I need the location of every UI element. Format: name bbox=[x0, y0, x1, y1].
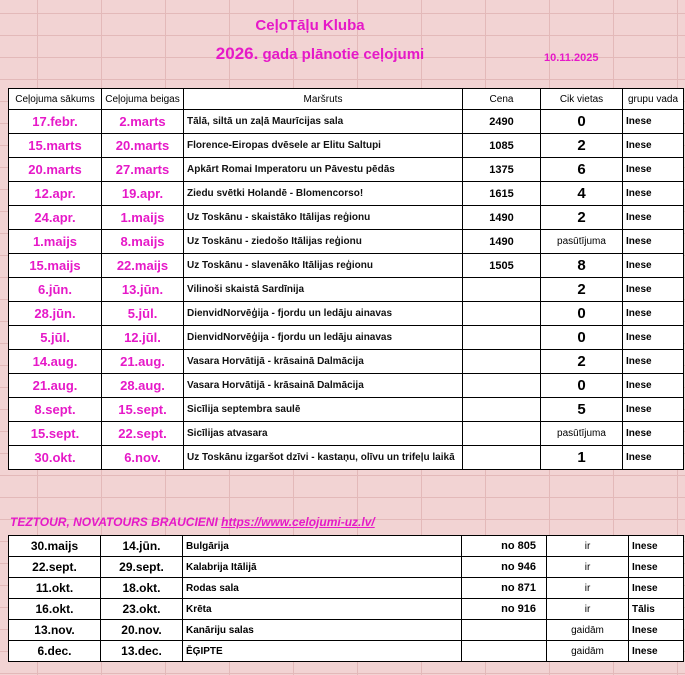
trip-leader[interactable]: Inese bbox=[623, 422, 684, 446]
trip-seats[interactable]: 2 bbox=[541, 206, 623, 230]
trip-row[interactable] bbox=[9, 326, 684, 350]
trip-row[interactable] bbox=[9, 230, 684, 254]
external-trip-row[interactable] bbox=[9, 620, 684, 641]
external-start-date[interactable]: 30.maijs bbox=[9, 536, 101, 557]
trip-leader[interactable]: Inese bbox=[623, 134, 684, 158]
trip-price[interactable] bbox=[463, 326, 541, 350]
trip-start-date[interactable]: 1.maijs bbox=[9, 230, 102, 254]
external-end-date[interactable]: 14.jūn. bbox=[101, 536, 183, 557]
trip-route[interactable]: Vilinoši skaistā Sardīnija bbox=[184, 278, 463, 302]
trip-leader[interactable]: Inese bbox=[623, 230, 684, 254]
external-leader[interactable]: Inese bbox=[629, 620, 684, 641]
trip-leader[interactable]: Inese bbox=[623, 326, 684, 350]
trip-end-date[interactable]: 8.maijs bbox=[102, 230, 184, 254]
trip-seats[interactable]: 0 bbox=[541, 110, 623, 134]
trip-leader[interactable]: Inese bbox=[623, 254, 684, 278]
external-route[interactable]: ĒĢIPTE bbox=[183, 641, 462, 662]
external-start-date[interactable]: 11.okt. bbox=[9, 578, 101, 599]
trip-start-date[interactable]: 20.marts bbox=[9, 158, 102, 182]
trip-seats[interactable]: 0 bbox=[541, 374, 623, 398]
trip-route[interactable]: Sicīlijas atvasara bbox=[184, 422, 463, 446]
trip-route[interactable]: Uz Toskānu - skaistāko Itālijas reģionu bbox=[184, 206, 463, 230]
trip-route[interactable]: Apkārt Romai Imperatoru un Pāvestu pēdās bbox=[184, 158, 463, 182]
trip-price[interactable] bbox=[463, 350, 541, 374]
plan-title-text: gada plānotie ceļojumi bbox=[262, 46, 425, 63]
trip-start-date[interactable]: 30.okt. bbox=[9, 446, 102, 470]
col-price-header[interactable]: Cena bbox=[463, 89, 541, 110]
external-leader[interactable]: Inese bbox=[629, 557, 684, 578]
trip-seats[interactable]: pasūtījuma bbox=[541, 422, 623, 446]
external-status[interactable]: gaidām bbox=[547, 620, 629, 641]
trip-route[interactable]: Ziedu svētki Holandē - Blomencorso! bbox=[184, 182, 463, 206]
external-price[interactable]: no 871 bbox=[462, 578, 547, 599]
trip-row[interactable] bbox=[9, 302, 684, 326]
trip-start-date[interactable]: 14.aug. bbox=[9, 350, 102, 374]
trip-end-date[interactable]: 5.jūl. bbox=[102, 302, 184, 326]
external-end-date[interactable]: 13.dec. bbox=[101, 641, 183, 662]
trip-seats[interactable]: 2 bbox=[541, 134, 623, 158]
external-price[interactable] bbox=[462, 620, 547, 641]
trip-route[interactable]: Vasara Horvātijā - krāsainā Dalmācija bbox=[184, 374, 463, 398]
trip-leader[interactable]: Inese bbox=[623, 302, 684, 326]
trip-seats[interactable]: 8 bbox=[541, 254, 623, 278]
trips-table bbox=[8, 88, 684, 470]
col-lead-header[interactable]: grupu vada bbox=[623, 89, 684, 110]
trip-route[interactable]: Uz Toskānu - slavenāko Itālijas reģionu bbox=[184, 254, 463, 278]
external-end-date[interactable]: 20.nov. bbox=[101, 620, 183, 641]
external-price[interactable] bbox=[462, 641, 547, 662]
trips-body bbox=[9, 110, 684, 470]
external-start-date[interactable]: 6.dec. bbox=[9, 641, 101, 662]
trip-end-date[interactable]: 2.marts bbox=[102, 110, 184, 134]
trip-start-date[interactable]: 12.apr. bbox=[9, 182, 102, 206]
document-date: 10.11.2025 bbox=[544, 52, 599, 64]
trip-price[interactable] bbox=[463, 398, 541, 422]
trip-price[interactable]: 1490 bbox=[463, 230, 541, 254]
trip-row[interactable] bbox=[9, 182, 684, 206]
col-start-header[interactable]: Ceļojuma sākums bbox=[9, 89, 102, 110]
external-section-title bbox=[10, 515, 375, 529]
trip-route[interactable]: DienvidNorvēģija - fjordu un ledāju ainavas bbox=[184, 326, 463, 350]
external-trip-row[interactable] bbox=[9, 536, 684, 557]
trip-leader[interactable]: Inese bbox=[623, 446, 684, 470]
trip-row[interactable] bbox=[9, 134, 684, 158]
external-route[interactable]: Kanāriju salas bbox=[183, 620, 462, 641]
trip-price[interactable] bbox=[463, 374, 541, 398]
trip-end-date[interactable]: 12.jūl. bbox=[102, 326, 184, 350]
trip-row[interactable] bbox=[9, 158, 684, 182]
trip-route[interactable]: DienvidNorvēģija - fjordu un ledāju ainavas bbox=[184, 302, 463, 326]
trip-price[interactable]: 1085 bbox=[463, 134, 541, 158]
external-status[interactable]: ir bbox=[547, 557, 629, 578]
external-price[interactable]: no 805 bbox=[462, 536, 547, 557]
trip-seats[interactable]: 2 bbox=[541, 278, 623, 302]
external-status[interactable]: ir bbox=[547, 578, 629, 599]
trip-row[interactable] bbox=[9, 350, 684, 374]
trip-price[interactable] bbox=[463, 446, 541, 470]
external-leader[interactable]: Tālis bbox=[629, 599, 684, 620]
trip-end-date[interactable]: 22.sept. bbox=[102, 422, 184, 446]
trip-leader[interactable]: Inese bbox=[623, 182, 684, 206]
trip-price[interactable]: 1490 bbox=[463, 206, 541, 230]
trip-end-date[interactable]: 13.jūn. bbox=[102, 278, 184, 302]
trip-row[interactable] bbox=[9, 374, 684, 398]
external-end-date[interactable]: 18.okt. bbox=[101, 578, 183, 599]
trip-price[interactable]: 1505 bbox=[463, 254, 541, 278]
col-route-header[interactable]: Maršruts bbox=[184, 89, 463, 110]
trip-start-date[interactable]: 15.sept. bbox=[9, 422, 102, 446]
external-price[interactable]: no 946 bbox=[462, 557, 547, 578]
external-trip-row[interactable] bbox=[9, 557, 684, 578]
trip-route[interactable]: Uz Toskānu - ziedošo Itālijas reģionu bbox=[184, 230, 463, 254]
external-route[interactable]: Kalabrija Itālijā bbox=[183, 557, 462, 578]
trips-header-row bbox=[9, 89, 684, 110]
club-title: CeļoTāļu Kluba bbox=[255, 17, 365, 34]
external-start-date[interactable]: 13.nov. bbox=[9, 620, 101, 641]
external-route[interactable]: Bulgārija bbox=[183, 536, 462, 557]
trip-route[interactable]: Florence-Eiropas dvēsele ar Elitu Saltupi bbox=[184, 134, 463, 158]
trip-row[interactable] bbox=[9, 110, 684, 134]
external-leader[interactable]: Inese bbox=[629, 536, 684, 557]
trip-start-date[interactable]: 6.jūn. bbox=[9, 278, 102, 302]
trip-start-date[interactable]: 5.jūl. bbox=[9, 326, 102, 350]
external-leader[interactable]: Inese bbox=[629, 578, 684, 599]
external-start-date[interactable]: 22.sept. bbox=[9, 557, 101, 578]
col-end-header[interactable]: Ceļojuma beigas bbox=[102, 89, 184, 110]
trip-leader[interactable]: Inese bbox=[623, 398, 684, 422]
trip-end-date[interactable]: 27.marts bbox=[102, 158, 184, 182]
trip-price[interactable] bbox=[463, 302, 541, 326]
trip-price[interactable]: 1375 bbox=[463, 158, 541, 182]
external-status[interactable]: ir bbox=[547, 536, 629, 557]
plan-title bbox=[190, 44, 450, 64]
external-price[interactable]: no 916 bbox=[462, 599, 547, 620]
trip-start-date[interactable]: 28.jūn. bbox=[9, 302, 102, 326]
trip-end-date[interactable]: 19.apr. bbox=[102, 182, 184, 206]
external-trips-body bbox=[9, 536, 684, 662]
trip-seats[interactable]: 5 bbox=[541, 398, 623, 422]
trip-route[interactable]: Vasara Horvātijā - krāsainā Dalmācija bbox=[184, 350, 463, 374]
trip-seats[interactable]: 6 bbox=[541, 158, 623, 182]
external-trip-row[interactable] bbox=[9, 599, 684, 620]
external-trip-row[interactable] bbox=[9, 578, 684, 599]
trip-leader[interactable]: Inese bbox=[623, 350, 684, 374]
trip-leader[interactable]: Inese bbox=[623, 110, 684, 134]
trip-row[interactable] bbox=[9, 206, 684, 230]
external-status[interactable]: ir bbox=[547, 599, 629, 620]
trip-seats[interactable]: 2 bbox=[541, 350, 623, 374]
external-start-date[interactable]: 16.okt. bbox=[9, 599, 101, 620]
trip-end-date[interactable]: 15.sept. bbox=[102, 398, 184, 422]
trip-end-date[interactable]: 6.nov. bbox=[102, 446, 184, 470]
external-title: TEZTOUR, NOVATOURS BRAUCIENI bbox=[10, 515, 218, 529]
trip-price[interactable]: 1615 bbox=[463, 182, 541, 206]
trip-route[interactable]: Uz Toskānu izgaršot dzīvi - kastaņu, olīvu un trifeļu laikā bbox=[184, 446, 463, 470]
trip-leader[interactable]: Inese bbox=[623, 374, 684, 398]
external-end-date[interactable]: 23.okt. bbox=[101, 599, 183, 620]
trip-end-date[interactable]: 1.maijs bbox=[102, 206, 184, 230]
trip-seats[interactable]: pasūtījuma bbox=[541, 230, 623, 254]
trip-row[interactable] bbox=[9, 254, 684, 278]
external-trips-table bbox=[8, 535, 684, 662]
trip-seats[interactable]: 1 bbox=[541, 446, 623, 470]
trip-end-date[interactable]: 22.maijs bbox=[102, 254, 184, 278]
external-link[interactable]: https://www.celojumi-uz.lv/ bbox=[221, 515, 375, 529]
external-route[interactable]: Rodas sala bbox=[183, 578, 462, 599]
trip-end-date[interactable]: 21.aug. bbox=[102, 350, 184, 374]
trip-route[interactable]: Sicīlija septembra saulē bbox=[184, 398, 463, 422]
trip-seats[interactable]: 0 bbox=[541, 302, 623, 326]
trip-leader[interactable]: Inese bbox=[623, 206, 684, 230]
external-trip-row[interactable] bbox=[9, 641, 684, 662]
trip-row[interactable] bbox=[9, 446, 684, 470]
trip-end-date[interactable]: 20.marts bbox=[102, 134, 184, 158]
trip-start-date[interactable]: 21.aug. bbox=[9, 374, 102, 398]
trip-leader[interactable]: Inese bbox=[623, 158, 684, 182]
external-end-date[interactable]: 29.sept. bbox=[101, 557, 183, 578]
trip-row[interactable] bbox=[9, 398, 684, 422]
trip-start-date[interactable]: 17.febr. bbox=[9, 110, 102, 134]
trip-leader[interactable]: Inese bbox=[623, 278, 684, 302]
trip-seats[interactable]: 0 bbox=[541, 326, 623, 350]
plan-year: 2026. bbox=[215, 44, 259, 63]
trip-end-date[interactable]: 28.aug. bbox=[102, 374, 184, 398]
trip-start-date[interactable]: 8.sept. bbox=[9, 398, 102, 422]
trip-row[interactable] bbox=[9, 422, 684, 446]
trip-row[interactable] bbox=[9, 278, 684, 302]
external-leader[interactable]: Inese bbox=[629, 641, 684, 662]
trip-start-date[interactable]: 15.marts bbox=[9, 134, 102, 158]
external-status[interactable]: gaidām bbox=[547, 641, 629, 662]
col-seats-header[interactable]: Cik vietas bbox=[541, 89, 623, 110]
trip-seats[interactable]: 4 bbox=[541, 182, 623, 206]
trip-price[interactable] bbox=[463, 422, 541, 446]
trip-route[interactable]: Tālā, siltā un zaļā Maurīcijas sala bbox=[184, 110, 463, 134]
trip-price[interactable]: 2490 bbox=[463, 110, 541, 134]
trip-price[interactable] bbox=[463, 278, 541, 302]
external-route[interactable]: Krēta bbox=[183, 599, 462, 620]
trip-start-date[interactable]: 15.maijs bbox=[9, 254, 102, 278]
trip-start-date[interactable]: 24.apr. bbox=[9, 206, 102, 230]
